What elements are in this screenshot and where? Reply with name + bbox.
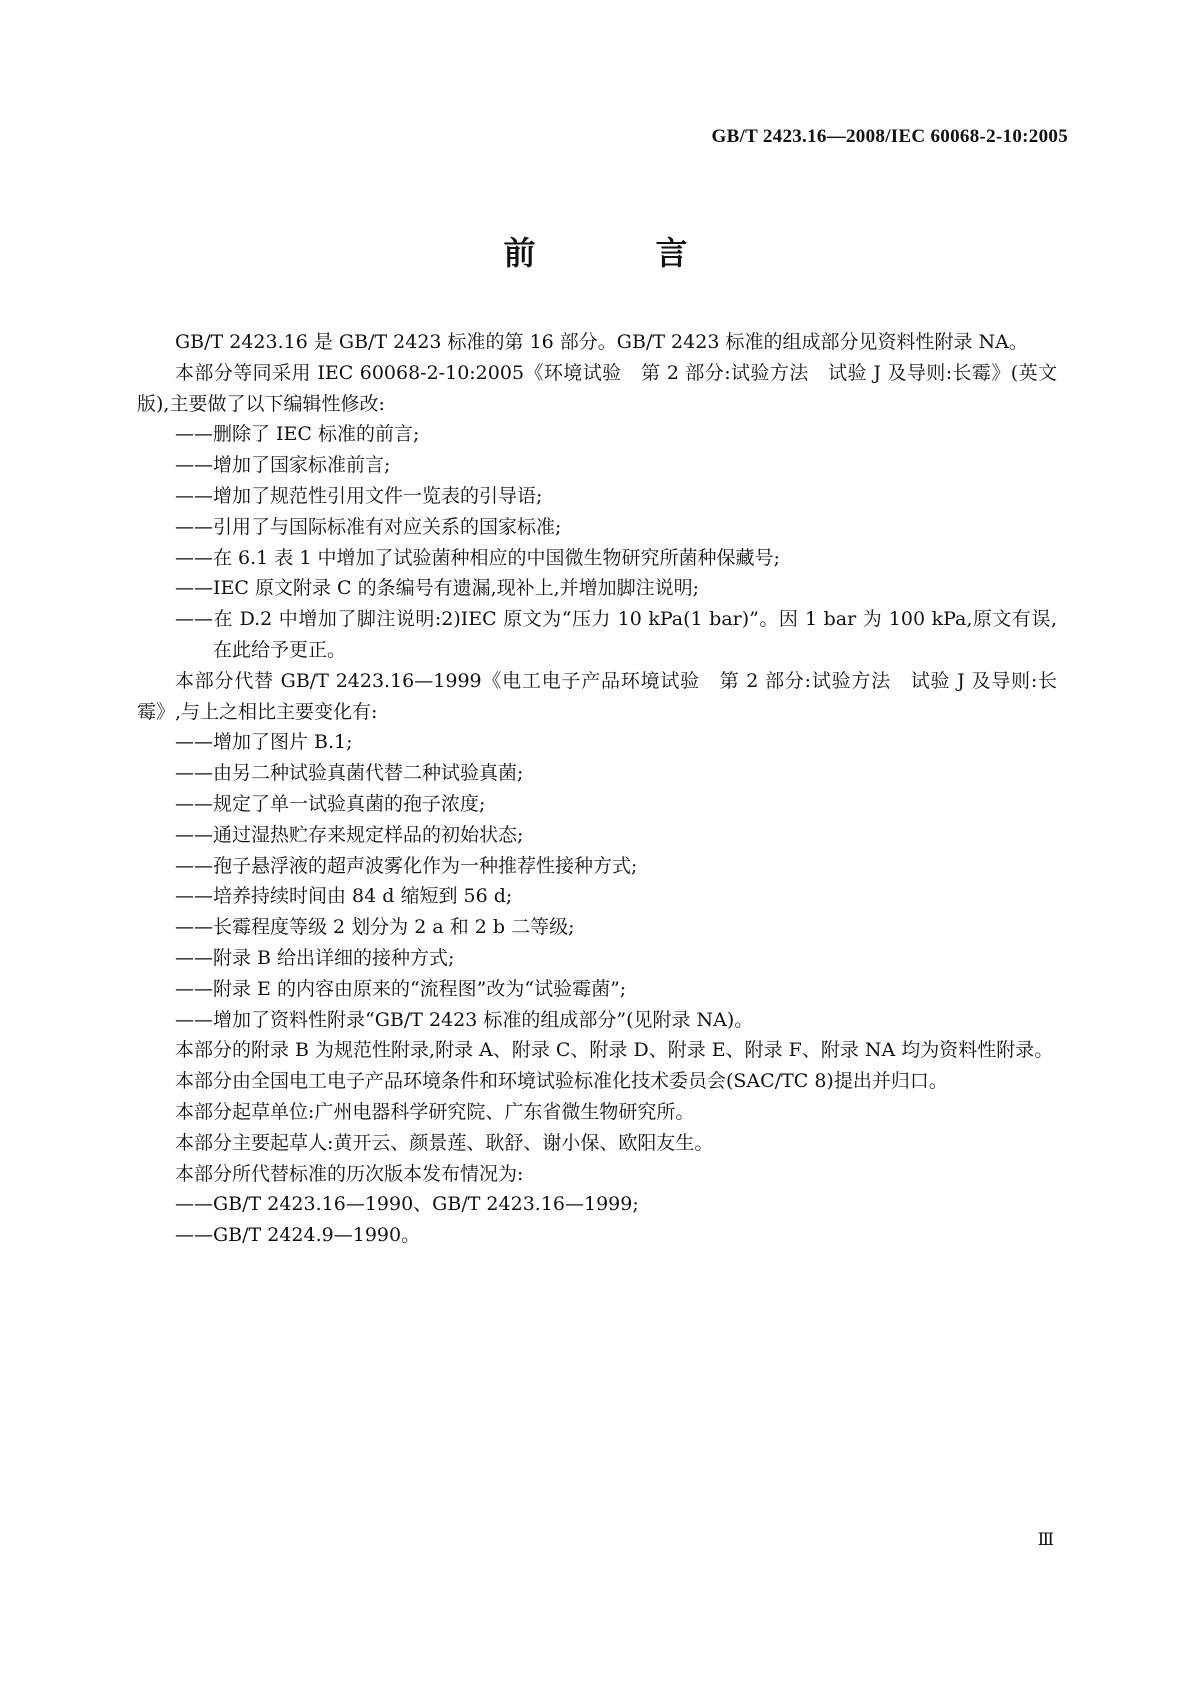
dash-marker: —— — [175, 484, 213, 507]
dash-marker: —— — [175, 1224, 213, 1247]
dash-marker: —— — [175, 608, 213, 631]
paragraph-adoption: 本部分等同采用 IEC 60068-2-10:2005《环境试验 第 2 部分:试验方法 试验 J 及导则:长霉》(英文版),主要做了以下编辑性修改: — [137, 361, 1057, 415]
list-item: ——培养持续时间由 84 d 缩短到 56 d; — [137, 881, 1057, 912]
list-item: ——增加了规范性引用文件一览表的引导语; — [137, 481, 1057, 512]
paragraph-annexes: 本部分的附录 B 为规范性附录,附录 A、附录 C、附录 D、附录 E、附录 F、附录 NA 均为资料性附录。 — [175, 1039, 1054, 1062]
paragraph-scope: GB/T 2423.16 是 GB/T 2423 标准的第 16 部分。GB/T 2423 标准的组成部分见资料性附录 NA。 — [175, 331, 1028, 353]
list-item: ——附录 B 给出详细的接种方式; — [137, 943, 1057, 974]
list-item: ——附录 E 的内容由原来的“流程图”改为“试验霉菌”; — [137, 974, 1057, 1005]
paragraph-replacement: 本部分代替 GB/T 2423.16—1999《电工电子产品环境试验 第 2 部分:试验方法 试验 J 及导则:长霉》,与上之相比主要变化有: — [137, 669, 1057, 723]
standard-code: GB/T 2423.16—2008/IEC 60068-2-10:2005 — [711, 126, 1068, 147]
list-item: ——规定了单一试验真菌的孢子浓度; — [137, 789, 1057, 820]
list-item: ——孢子悬浮液的超声波雾化作为一种推荐性接种方式; — [137, 851, 1057, 882]
list-item: ——删除了 IEC 标准的前言; — [137, 419, 1057, 450]
list-item: ——在 D.2 中增加了脚注说明:2)IEC 原文为“压力 10 kPa(1 bar)”。因 1 bar 为 100 kPa,原文有误,在此给予更正。 — [137, 604, 1057, 666]
list-item: ——GB/T 2423.16—1990、GB/T 2423.16—1999; — [137, 1189, 1057, 1220]
list-item: ——长霉程度等级 2 划分为 2 a 和 2 b 二等级; — [137, 912, 1057, 943]
list-item: ——通过湿热贮存来规定样品的初始状态; — [137, 820, 1057, 851]
dash-marker: —— — [175, 916, 213, 939]
page-number: Ⅲ — [1037, 1530, 1054, 1549]
list-item: ——增加了图片 B.1; — [137, 727, 1057, 758]
dash-marker: —— — [175, 762, 213, 785]
list-item: ——引用了与国际标准有对应关系的国家标准; — [137, 512, 1057, 543]
list-item: ——GB/T 2424.9—1990。 — [137, 1220, 1057, 1251]
dash-marker: —— — [175, 885, 213, 908]
editorial-changes-list — [137, 419, 1057, 665]
dash-marker: —— — [175, 454, 213, 477]
dash-marker: —— — [175, 731, 213, 754]
dash-marker: —— — [175, 854, 213, 877]
list-item: ——由另二种试验真菌代替二种试验真菌; — [137, 758, 1057, 789]
dash-marker: —— — [175, 946, 213, 969]
list-item: ——IEC 原文附录 C 的条编号有遗漏,现补上,并增加脚注说明; — [137, 573, 1057, 604]
list-item: ——增加了国家标准前言; — [137, 450, 1057, 481]
list-item: ——在 6.1 表 1 中增加了试验菌种相应的中国微生物研究所菌种保藏号; — [137, 543, 1057, 574]
foreword-body — [137, 327, 1057, 1251]
dash-marker: —— — [175, 515, 213, 538]
dash-marker: —— — [175, 546, 213, 569]
dash-marker: —— — [175, 423, 213, 446]
dash-marker: —— — [175, 577, 213, 600]
paragraph-drafters: 本部分主要起草人:黄开云、颜景莲、耿舒、谢小保、欧阳友生。 — [175, 1131, 714, 1154]
main-changes-list — [137, 727, 1057, 1035]
paragraph-committee: 本部分由全国电工电子产品环境条件和环境试验标准化技术委员会(SAC/TC 8)提出并归口。 — [175, 1070, 948, 1093]
dash-marker: —— — [175, 1193, 213, 1216]
paragraph-previous-editions: 本部分所代替标准的历次版本发布情况为: — [175, 1162, 524, 1185]
dash-marker: —— — [175, 823, 213, 846]
list-item: ——增加了资料性附录“GB/T 2423 标准的组成部分”(见附录 NA)。 — [137, 1005, 1057, 1036]
dash-marker: —— — [175, 792, 213, 815]
previous-editions-list — [137, 1189, 1057, 1251]
page-title: 前 言 — [503, 234, 732, 272]
dash-marker: —— — [175, 977, 213, 1000]
dash-marker: —— — [175, 1008, 213, 1031]
paragraph-drafting-units: 本部分起草单位:广州电器科学研究院、广东省微生物研究所。 — [175, 1100, 695, 1123]
